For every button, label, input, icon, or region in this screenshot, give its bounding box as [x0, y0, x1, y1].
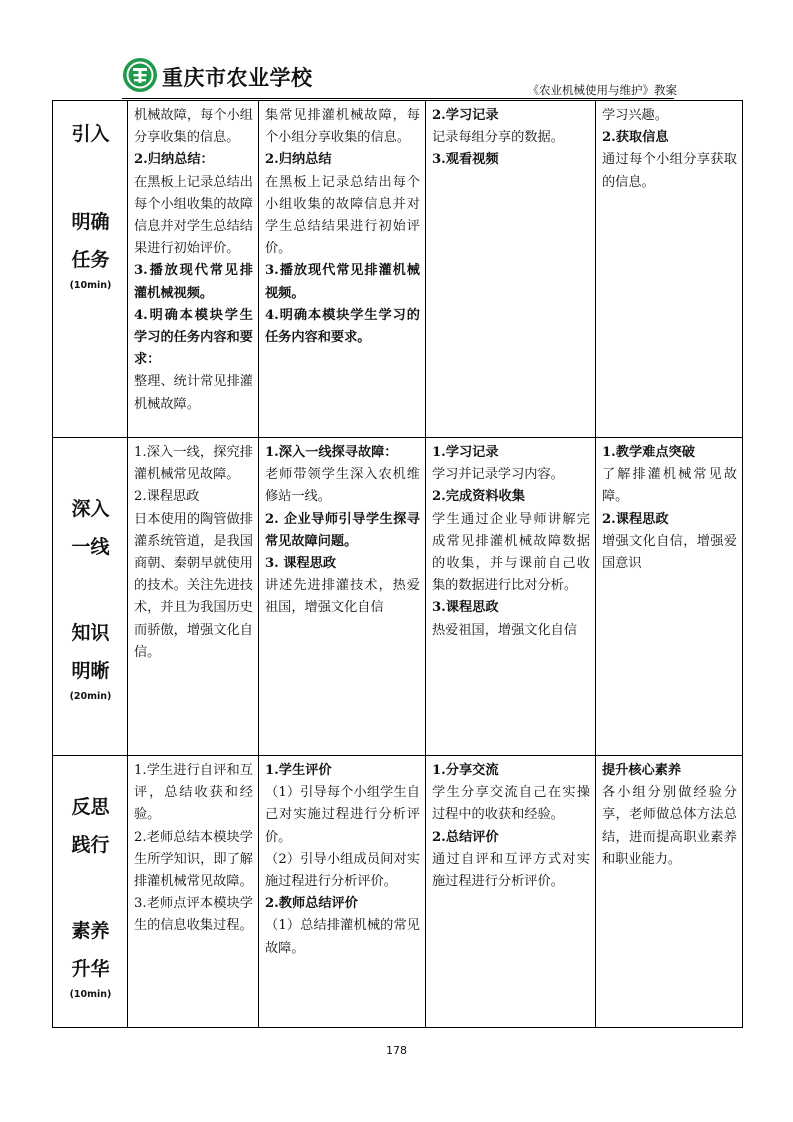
content-cell-1	[128, 101, 259, 438]
content-cell-1	[128, 438, 259, 756]
stage-cell	[53, 756, 128, 1028]
paragraph: 在黑板上记录总结出每个小组收集的故障信息并对学生总结结果进行初始评价。	[134, 174, 253, 257]
paragraph: （1）引导每个小组学生自己对实施过程进行分析评价。	[265, 785, 420, 845]
content-cell-4	[596, 101, 743, 438]
content-cell-1	[128, 756, 259, 1028]
section-heading: 3. 课程思政	[265, 556, 337, 572]
section-heading: 1.分享交流	[432, 763, 499, 778]
paragraph: 1.深入一线，探究排灌机械常见故障。	[134, 445, 253, 483]
stage-label: 明晰	[71, 660, 110, 682]
section-heading: 提升核心素养	[602, 763, 682, 778]
section-heading: 3.课程思政	[432, 600, 499, 616]
section-heading: 2.完成资料收集	[432, 489, 525, 505]
section-heading: 4.明确本模块学生学习的任务内容和要求。	[265, 307, 420, 346]
table-row	[53, 101, 743, 438]
stage-duration: (10min)	[69, 280, 112, 291]
paragraph: 老师带领学生深入农机维修站一线。	[265, 467, 420, 505]
page-number: 178	[386, 1044, 407, 1057]
stage-label: 知识	[71, 622, 110, 644]
stage-label: 反思	[71, 796, 110, 818]
paragraph: 记录每组分享的数据。	[432, 130, 564, 146]
stage-label: 明确	[71, 211, 110, 233]
paragraph: 讲述先进排灌技术，热爱祖国，增强文化自信	[265, 578, 420, 616]
paragraph: 2.老师总结本模块学生所学知识，即了解排灌机械常见故障。	[134, 829, 253, 890]
section-heading: 1.学习记录	[432, 445, 499, 460]
stage-duration: (10min)	[69, 989, 112, 1000]
table-row	[53, 438, 743, 756]
course-title: 《农业机械使用与维护》教案	[527, 83, 677, 97]
school-logo-icon	[122, 57, 158, 93]
paragraph: 1.学生进行自评和互评，总结收获和经验。	[134, 763, 253, 823]
content-cell-3	[426, 438, 596, 756]
paragraph: 日本使用的陶管做排灌系统管道，是我国商朝、秦朝早就使用的技术。关注先进技术，并且为我国历史而骄傲，增强文化自信。	[134, 511, 253, 660]
school-name: 重庆市农业学校	[162, 66, 313, 90]
header-divider	[122, 98, 674, 99]
section-heading: 3.播放现代常见排灌机械视频。	[134, 263, 253, 301]
paragraph: 整理、统计常见排灌机械故障。	[134, 374, 253, 412]
stage-label: 升华	[71, 958, 110, 980]
paragraph: 热爱祖国，增强文化自信	[432, 622, 578, 638]
paragraph: （2）引导小组成员间对实施过程进行分析评价。	[265, 851, 420, 890]
paragraph: 2.课程思政	[134, 489, 200, 505]
section-heading: 2.归纳总结	[265, 152, 332, 168]
stage-label: 引入	[71, 123, 110, 145]
paragraph: 在黑板上记录总结出每个小组收集的故障信息并对学生总结结果进行初始评价。	[265, 174, 420, 257]
paragraph: 增强文化自信，增强爱国意识	[602, 533, 737, 572]
paragraph: 集常见排灌机械故障，每个小组分享收集的信息。	[265, 108, 420, 146]
paragraph: 通过自评和互评方式对实施过程进行分析评价。	[432, 851, 590, 890]
paragraph: 机械故障，每个小组分享收集的信息。	[134, 108, 253, 146]
lesson-plan-table	[52, 100, 743, 1028]
page-header	[0, 0, 793, 100]
section-heading: 2.归纳总结：	[134, 152, 214, 168]
stage-cell	[53, 438, 128, 756]
paragraph: （1）总结排灌机械的常见故障。	[265, 918, 420, 956]
section-heading: 4.明确本模块学生学习的任务内容和要求：	[134, 307, 253, 368]
section-heading: 1.深入一线探寻故障：	[265, 445, 398, 460]
section-heading: 2. 企业导师引导学生探寻常见故障问题。	[265, 511, 420, 549]
section-heading: 1.学生评价	[265, 763, 332, 778]
content-cell-2	[259, 756, 426, 1028]
content-cell-4	[596, 438, 743, 756]
paragraph: 3.老师点评本模块学生的信息收集过程。	[134, 896, 253, 934]
stage-label: 深入	[71, 498, 110, 520]
section-heading: 1.教学难点突破	[602, 445, 695, 460]
paragraph: 各小组分别做经验分享，老师做总体方法总结，进而提高职业素养和职业能力。	[602, 785, 737, 867]
content-cell-3	[426, 756, 596, 1028]
paragraph: 通过每个小组分享获取的信息。	[602, 152, 737, 190]
stage-label: 任务	[71, 249, 110, 271]
paragraph: 学习兴趣。	[602, 108, 668, 123]
section-heading: 2.课程思政	[602, 511, 669, 527]
section-heading: 2.学习记录	[432, 108, 499, 123]
stage-label: 践行	[71, 834, 110, 856]
paragraph: 学习并记录学习内容。	[432, 467, 564, 483]
stage-label: 素养	[71, 920, 110, 942]
section-heading: 2.获取信息	[602, 130, 669, 146]
paragraph: 学生分享交流自己在实操过程中的收获和经验。	[432, 785, 590, 823]
section-heading: 2.教师总结评价	[265, 896, 358, 912]
content-cell-2	[259, 101, 426, 438]
table-row	[53, 756, 743, 1028]
section-heading: 3.播放现代常见排灌机械视频。	[265, 263, 420, 301]
section-heading: 3.观看视频	[432, 152, 499, 168]
stage-cell	[53, 101, 128, 438]
paragraph: 了解排灌机械常见故障。	[602, 467, 737, 505]
section-heading: 2.总结评价	[432, 829, 499, 845]
stage-duration: (20min)	[69, 691, 112, 702]
stage-label: 一线	[71, 536, 110, 558]
content-cell-3	[426, 101, 596, 438]
paragraph: 学生通过企业导师讲解完成常见排灌机械故障数据的收集，并与课前自己收集的数据进行比对分析。	[432, 511, 590, 594]
content-cell-2	[259, 438, 426, 756]
content-cell-4	[596, 756, 743, 1028]
